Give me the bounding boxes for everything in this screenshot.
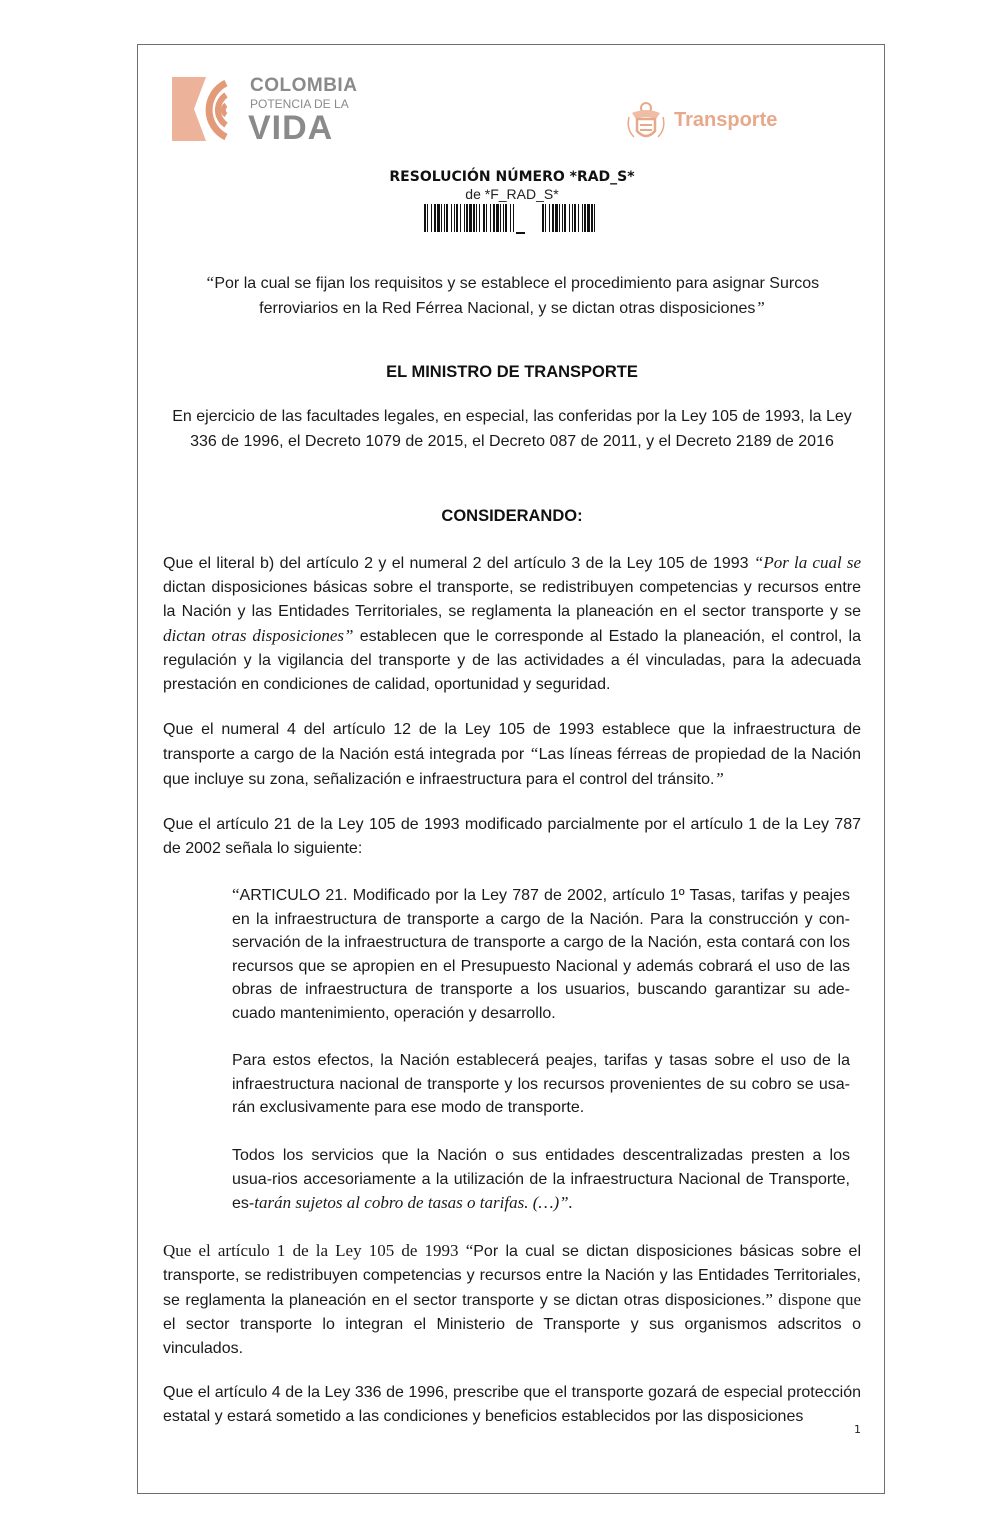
paragraph-4 — [163, 1239, 861, 1361]
p1-text-c: dictan disposiciones básicas sobre el transporte, se redistribuyen competencias y recursos entre la Nación y las Entidades Territoriales, se reglamenta la planeación en el sector transporte y se — [163, 579, 861, 620]
p1-text-e: establecen que le corresponde al Estado la planeación, el control, la regulación y la vigilancia del transporte y de las actividades a él vinculadas, para la adecuada prestación en condiciones de calidad, oportunidad y seguridad. — [163, 628, 861, 693]
paragraph-2 — [163, 718, 861, 792]
p1-italic-b: “Por la cual se — [753, 553, 861, 572]
p4-text-d: el sector transporte lo integran el Ministerio de Transporte y sus organismos adscritos o vinculados. — [163, 1316, 861, 1357]
considerando-heading: CONSIDERANDO: — [441, 507, 583, 525]
resolution-number: RESOLUCIÓN NÚMERO *RAD_S* — [389, 169, 635, 185]
page-number: 1 — [854, 1423, 861, 1436]
paragraph-3: Que el artículo 21 de la Ley 105 de 1993 modificado parcialmente por el artículo 1 de la Ley 787 de 2002 señala lo siguiente: — [163, 816, 861, 857]
p1-italic-d: dictan otras disposiciones” — [163, 626, 354, 645]
p2-text-c: Las líneas férreas de propiedad de la Nación que incluye su zona, señalización e infraestructura para el control del tránsito. — [163, 746, 862, 788]
p1-text-a: Que el literal b) del artículo 2 y el numeral 2 del artículo 3 de la Ley 105 de 1993 — [163, 555, 754, 572]
document-page — [137, 44, 885, 1494]
resolution-subject — [178, 271, 846, 321]
legal-faculties: En ejercicio de las facultades legales, en especial, las conferidas por la Ley 105 de 1993, la Ley 336 de 1996, el Decreto 1079 de 2015, el Decreto 087 de 2011, y el Decreto 2189 de 2016 — [172, 408, 852, 450]
quote-paragraph-2: Para estos efectos, la Nación establecerá peajes, tarifas y tasas sobre el uso de la infraestructura nacional de transporte y los recursos provenientes de su cobro se usa-rán exclusivamente para ese modo de transporte. — [232, 1052, 850, 1116]
quote-paragraph-3 — [232, 1144, 850, 1216]
paragraph-1 — [163, 551, 861, 697]
p4-serif-c: ” dispone que — [765, 1290, 861, 1309]
subject-close-quote: ” — [755, 298, 765, 317]
resolution-date: de *F_RAD_S* — [465, 186, 559, 202]
minister-heading: EL MINISTRO DE TRANSPORTE — [386, 363, 638, 381]
logo-line-vida: VIDA — [248, 109, 334, 147]
ministerio-transporte-logo — [626, 97, 796, 147]
quote-article-21 — [232, 883, 850, 1025]
logo-line-potencia: POTENCIA DE LA — [250, 97, 349, 111]
subject-text: Por la cual se fijan los requisitos y se establece el procedimiento para asignar Surcos ferroviarios en la Red Férrea Nacional, y se dictan otras disposiciones — [214, 275, 820, 317]
q3-italic-b: tarán sujetos al cobro de tasas o tarifas. (…)”. — [254, 1193, 573, 1212]
paragraph-5: Que el artículo 4 de la Ley 336 de 1996, prescribe que el transporte gozará de especial protección estatal y estará sometido a las condiciones y beneficios establecidos por las disposiciones — [163, 1384, 861, 1425]
q3-text-a: Todos los servicios que la Nación o sus entidades descentralizadas presten a los usua-rios accesoriamente a la utilización de la infraestructura Nacional de Transporte, es- — [232, 1147, 850, 1212]
p4-text-b: Por la cual se dictan disposiciones básicas sobre el transporte, se redistribuyen competencias y recursos entre la Nación y las Entidades Territoriales, se reglamenta la planeación en el sector transporte y se dictan otras disposiciones. — [163, 1243, 862, 1309]
colombia-potencia-logo — [168, 75, 358, 145]
p2-close-quote: ” — [714, 769, 724, 788]
p2-open-quote: “ — [529, 744, 539, 763]
q1-open-quote: “ — [232, 885, 240, 904]
coat-of-arms-icon — [626, 99, 666, 143]
q1-text: ARTICULO 21. Modificado por la Ley 787 de 2002, artículo 1º Tasas, tarifas y peajes en la infraestructura de transporte a cargo de la Nación. Para la construcción y con-servación de la infraestructura de transporte a cargo de la Nación, esta contará con los recursos que se apropien en el Presupuesto Nacional y además cobrará el uso de las obras de infraestructura de transporte a los usuarios, buscando garantizar su ade-cuado mantenimiento, operación y desarrollo. — [232, 887, 850, 1022]
p2-text-a: Que el numeral 4 del artículo 12 de la Ley 105 de 1993 establece que la infraestructura de transporte a cargo de la Nación está integrada por — [163, 721, 861, 763]
logo-line-colombia: COLOMBIA — [250, 75, 358, 96]
p4-serif-a: Que el artículo 1 de la Ley 105 de 1993 “ — [163, 1241, 474, 1260]
barcode-icon — [424, 204, 598, 236]
subject-open-quote: “ — [204, 273, 215, 292]
transporte-wordmark: Transporte — [674, 109, 778, 131]
